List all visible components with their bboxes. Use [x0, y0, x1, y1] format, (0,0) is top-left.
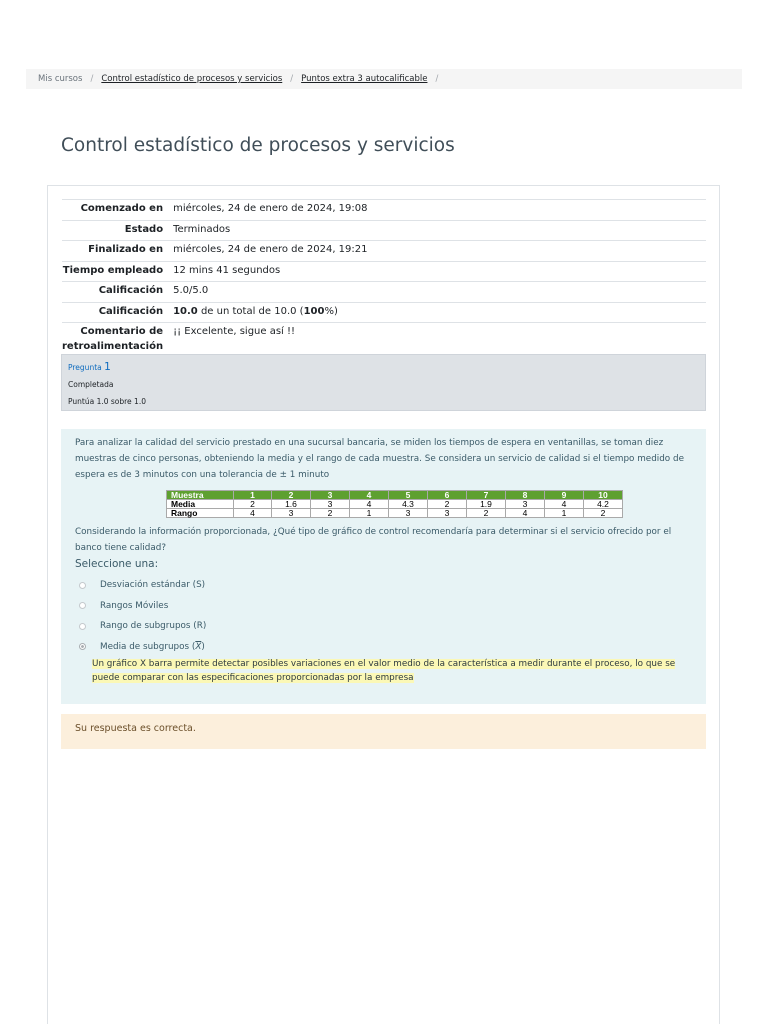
grade-points: 10.0 [173, 305, 198, 317]
table-cell: 8 [506, 491, 545, 500]
summary-value: miércoles, 24 de enero de 2024, 19:08 [173, 200, 706, 221]
breadcrumb-item-course[interactable]: Control estadístico de procesos y servicios [101, 74, 283, 84]
table-cell: 3 [311, 491, 350, 500]
grade-percent: 100 [303, 305, 325, 317]
summary-row [62, 241, 706, 262]
table-cell: 2 [272, 491, 311, 500]
table-cell: 1 [234, 491, 272, 500]
summary-label: Tiempo empleado [62, 261, 173, 282]
answer-options [75, 575, 692, 657]
option-label [100, 642, 205, 652]
table-cell: 4 [350, 491, 389, 500]
radio-button[interactable] [79, 582, 86, 589]
table-cell: Media [167, 500, 234, 509]
breadcrumb-separator: / [435, 74, 439, 84]
summary-value: miércoles, 24 de enero de 2024, 19:21 [173, 241, 706, 262]
page-title: Control estadístico de procesos y servicios [61, 135, 455, 156]
breadcrumb-separator: / [290, 74, 294, 84]
question-info [61, 354, 706, 411]
specific-feedback [92, 657, 692, 685]
answer-option[interactable] [75, 616, 692, 637]
summary-row [62, 200, 706, 221]
table-cell: 3 [389, 509, 428, 518]
breadcrumb [26, 69, 742, 89]
option-label: Rangos Móviles [100, 600, 169, 611]
radio-button[interactable] [79, 623, 86, 630]
x-bar-symbol: $\overline{X}$ [195, 641, 202, 652]
question-state: Completada [68, 380, 114, 389]
summary-value: 12 mins 41 segundos [173, 261, 706, 282]
table-cell: 4 [350, 500, 389, 509]
summary-label: Calificación [62, 302, 173, 323]
table-cell: 1 [350, 509, 389, 518]
table-cell: 2 [234, 500, 272, 509]
question-number: 1 [104, 361, 111, 373]
question-content [61, 429, 706, 704]
radio-button[interactable] [79, 602, 86, 609]
table-cell: 2 [428, 500, 467, 509]
table-cell: 9 [545, 491, 584, 500]
table-row [167, 500, 623, 509]
table-cell: 3 [311, 500, 350, 509]
table-cell: 5 [389, 491, 428, 500]
answer-option-selected[interactable] [75, 637, 692, 658]
breadcrumb-item-mis-cursos[interactable]: Mis cursos [38, 74, 83, 84]
radio-button-checked[interactable] [79, 643, 86, 650]
table-cell: 1.9 [467, 500, 506, 509]
table-cell: 3 [272, 509, 311, 518]
table-cell: 6 [428, 491, 467, 500]
table-cell: Muestra [167, 491, 234, 500]
option-label-close: ) [201, 641, 205, 652]
table-cell: 7 [467, 491, 506, 500]
table-cell: 10 [584, 491, 623, 500]
summary-row [62, 323, 706, 358]
summary-label: Estado [62, 220, 173, 241]
sample-data-table [166, 490, 623, 518]
answer-prompt: Seleccione una: [75, 558, 159, 570]
summary-label: Comenzado en [62, 200, 173, 221]
table-cell: 4 [506, 509, 545, 518]
option-label: Desviación estándar (S) [100, 580, 206, 591]
table-cell: 2 [584, 509, 623, 518]
answer-outcome: Su respuesta es correcta. [61, 714, 706, 749]
summary-value: ¡¡ Excelente, sigue así !! [173, 323, 706, 358]
breadcrumb-separator: / [90, 74, 94, 84]
feedback-text: Un gráfico X barra permite detectar posibles variaciones en el valor medio de la característica a medir durante el proceso, lo que se puede comparar con las especificaciones proporcionadas por la empresa [92, 659, 676, 683]
table-cell: 4 [545, 500, 584, 509]
summary-value: Terminados [173, 220, 706, 241]
summary-label: Calificación [62, 282, 173, 303]
table-cell: 4.2 [584, 500, 623, 509]
question-grade: Puntúa 1.0 sobre 1.0 [68, 397, 146, 406]
answer-option[interactable] [75, 575, 692, 596]
summary-value: 5.0/5.0 [173, 282, 706, 303]
summary-row [62, 282, 706, 303]
question-label: Pregunta [68, 363, 102, 372]
table-cell: 3 [506, 500, 545, 509]
answer-option[interactable] [75, 596, 692, 617]
table-row [167, 509, 623, 518]
table-cell: 3 [428, 509, 467, 518]
summary-row [62, 220, 706, 241]
question-text: Para analizar la calidad del servicio prestado en una sucursal bancaria, se miden los tiempos de espera en ventanillas, se toman diez muestras de cinco personas, obteniendo la media y el rango de cada muestra. Se considera un servicio de calidad si el tiempo medido de espera es de 3 minutos con una tolerancia de ± 1 minuto [75, 438, 684, 480]
summary-row [62, 302, 706, 323]
table-cell: 1.6 [272, 500, 311, 509]
grade-total: de un total de 10.0 ( [197, 305, 304, 317]
summary-label: Comentario de retroalimentación [62, 323, 173, 358]
grade-percent-close: %) [324, 305, 338, 317]
option-label: Rango de subgrupos (R) [100, 621, 207, 632]
attempt-summary-table [62, 199, 706, 357]
table-cell: 4.3 [389, 500, 428, 509]
summary-value [173, 302, 706, 323]
summary-row [62, 261, 706, 282]
summary-label: Finalizado en [62, 241, 173, 262]
question-text-2: Considerando la información proporcionada, ¿Qué tipo de gráfico de control recomendaría para determinar si el servicio ofrecido por el banco tiene calidad? [75, 527, 672, 553]
table-cell: 2 [467, 509, 506, 518]
breadcrumb-item-quiz[interactable]: Puntos extra 3 autocalificable [301, 74, 428, 84]
table-cell: Rango [167, 509, 234, 518]
table-cell: 1 [545, 509, 584, 518]
table-cell: 4 [234, 509, 272, 518]
option-label-text: Media de subgrupos ( [100, 641, 196, 652]
table-cell: 2 [311, 509, 350, 518]
table-header-row [167, 491, 623, 500]
